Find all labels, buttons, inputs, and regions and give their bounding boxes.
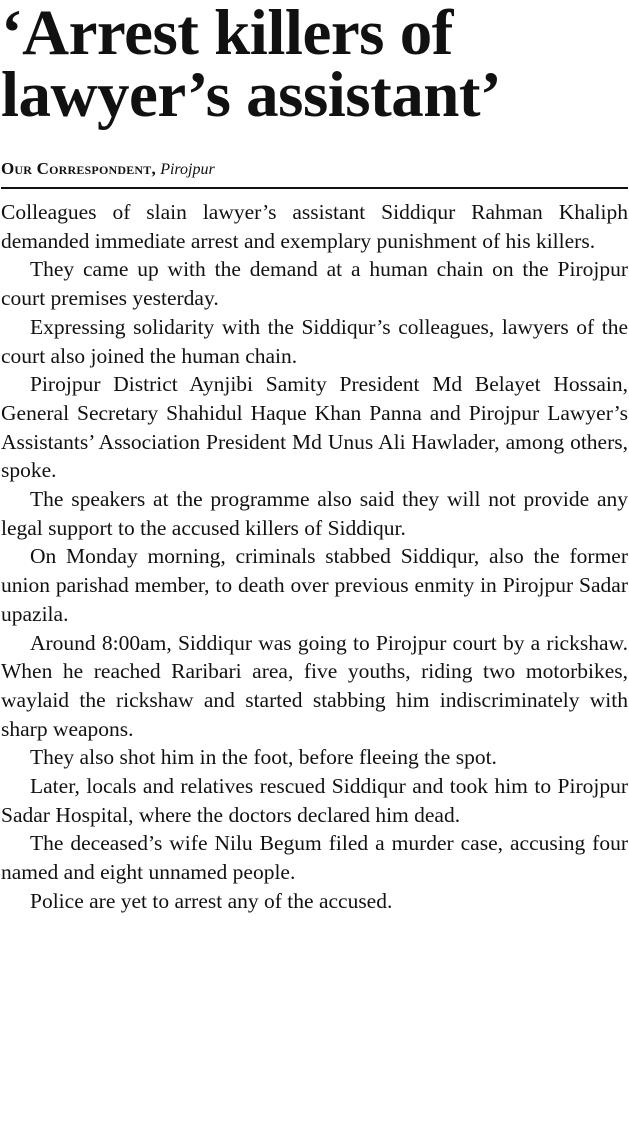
article-paragraph-7: Around 8:00am, Siddiqur was going to Pirojpur court by a rickshaw. When he reached Raribari area, five youths, riding two motorbikes, waylaid the rickshaw and started stabbing him indiscriminately with sharp weapons. [1,630,628,741]
article-paragraph-10: The deceased’s wife Nilu Begum filed a murder case, accusing four named and eight unnamed people. [1,831,628,885]
article-paragraph-8: They also shot him in the foot, before fleeing the spot. [30,745,497,770]
article-byline [1,158,628,180]
article-headline [1,0,628,131]
article-paragraph-11: Police are yet to arrest any of the accused. [30,888,393,913]
byline-author: Our Correspondent, [1,159,156,178]
byline-place: Pirojpur [160,161,215,178]
headline-line-1: ‘Arrest killers of [1,0,453,69]
article-paragraph-3: Expressing solidarity with the Siddiqur’s colleagues, lawyers of the court also joined the human chain. [1,314,628,368]
byline-divider [1,187,628,189]
headline-line-2: lawyer’s assistant’ [1,59,502,131]
article-paragraph-4: Pirojpur District Aynjibi Samity President Md Belayet Hossain, General Secretary Shahidul Haque Khan Panna and Pirojpur Lawyer’s Assistants’ Association President Md Unus Ali Hawlader, among others, spoke. [1,372,628,483]
article-body [1,198,628,916]
article-paragraph-2: They came up with the demand at a human chain on the Pirojpur court premises yesterday. [1,257,628,311]
article-paragraph-5: The speakers at the programme also said they will not provide any legal support to the accused killers of Siddiqur. [1,487,628,540]
article-paragraph-6: On Monday morning, criminals stabbed Siddiqur, also the former union parishad member, to death over previous enmity in Pirojpur Sadar upazila. [1,544,628,626]
article-paragraph-9: Later, locals and relatives rescued Siddiqur and took him to Pirojpur Sadar Hospital, where the doctors declared him dead. [1,774,628,827]
article-paragraph-1: Colleagues of slain lawyer’s assistant Siddiqur Rahman Khaliph demanded immediate arrest and exemplary punishment of his killers. [1,200,628,253]
